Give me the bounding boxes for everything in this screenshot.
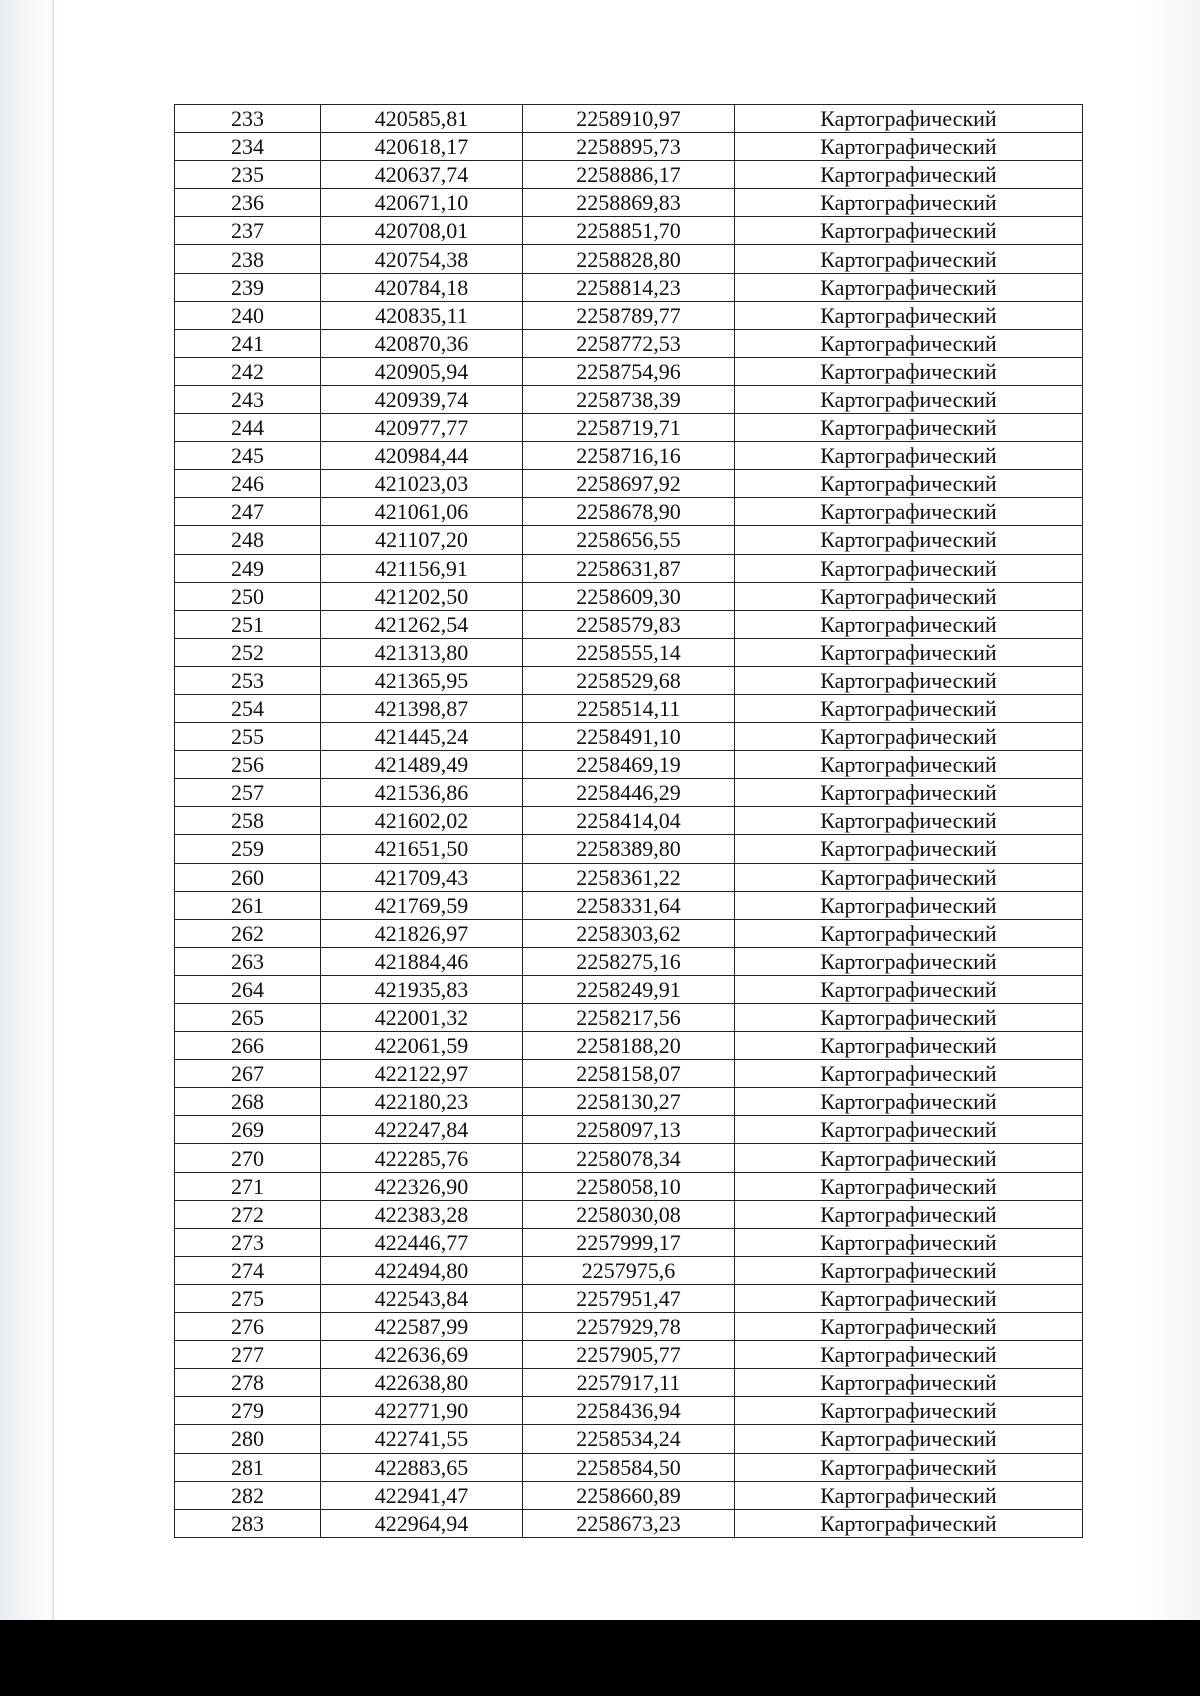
- y-coordinate-cell: 2258697,92: [523, 470, 735, 498]
- y-coordinate-cell: 2258660,89: [523, 1481, 735, 1509]
- method-cell: Картографический: [735, 1481, 1083, 1509]
- y-coordinate-cell: 2258584,50: [523, 1453, 735, 1481]
- x-coordinate-cell: 420905,94: [321, 357, 523, 385]
- table-row: [175, 610, 1083, 638]
- y-coordinate-cell: 2258754,96: [523, 357, 735, 385]
- y-coordinate-cell: 2258389,80: [523, 835, 735, 863]
- x-coordinate-cell: 421202,50: [321, 582, 523, 610]
- point-number-cell: 266: [175, 1032, 321, 1060]
- x-coordinate-cell: 422636,69: [321, 1341, 523, 1369]
- method-cell: Картографический: [735, 1116, 1083, 1144]
- y-coordinate-cell: 2258097,13: [523, 1116, 735, 1144]
- point-number-cell: 247: [175, 498, 321, 526]
- x-coordinate-cell: 421023,03: [321, 470, 523, 498]
- x-coordinate-cell: 422941,47: [321, 1481, 523, 1509]
- point-number-cell: 246: [175, 470, 321, 498]
- point-number-cell: 275: [175, 1284, 321, 1312]
- method-cell: Картографический: [735, 1172, 1083, 1200]
- table-row: [175, 1088, 1083, 1116]
- x-coordinate-cell: 421709,43: [321, 863, 523, 891]
- table-row: [175, 638, 1083, 666]
- method-cell: Картографический: [735, 470, 1083, 498]
- y-coordinate-cell: 2258303,62: [523, 919, 735, 947]
- point-number-cell: 260: [175, 863, 321, 891]
- coordinates-table-body: [175, 105, 1083, 1538]
- y-coordinate-cell: 2258772,53: [523, 329, 735, 357]
- y-coordinate-cell: 2258414,04: [523, 807, 735, 835]
- table-row: [175, 1004, 1083, 1032]
- x-coordinate-cell: 420977,77: [321, 414, 523, 442]
- point-number-cell: 258: [175, 807, 321, 835]
- point-number-cell: 264: [175, 975, 321, 1003]
- y-coordinate-cell: 2257999,17: [523, 1228, 735, 1256]
- y-coordinate-cell: 2258030,08: [523, 1200, 735, 1228]
- table-row: [175, 1369, 1083, 1397]
- table-row: [175, 1228, 1083, 1256]
- x-coordinate-cell: 420708,01: [321, 217, 523, 245]
- point-number-cell: 265: [175, 1004, 321, 1032]
- method-cell: Картографический: [735, 1509, 1083, 1537]
- method-cell: Картографический: [735, 133, 1083, 161]
- point-number-cell: 280: [175, 1425, 321, 1453]
- y-coordinate-cell: 2258249,91: [523, 975, 735, 1003]
- y-coordinate-cell: 2258130,27: [523, 1088, 735, 1116]
- y-coordinate-cell: 2258555,14: [523, 638, 735, 666]
- method-cell: Картографический: [735, 329, 1083, 357]
- table-row: [175, 133, 1083, 161]
- x-coordinate-cell: 422122,97: [321, 1060, 523, 1088]
- point-number-cell: 272: [175, 1200, 321, 1228]
- point-number-cell: 263: [175, 947, 321, 975]
- point-number-cell: 238: [175, 245, 321, 273]
- point-number-cell: 239: [175, 273, 321, 301]
- method-cell: Картографический: [735, 189, 1083, 217]
- method-cell: Картографический: [735, 385, 1083, 413]
- y-coordinate-cell: 2258609,30: [523, 582, 735, 610]
- x-coordinate-cell: 421651,50: [321, 835, 523, 863]
- x-coordinate-cell: 420784,18: [321, 273, 523, 301]
- y-coordinate-cell: 2258446,29: [523, 779, 735, 807]
- method-cell: Картографический: [735, 105, 1083, 133]
- table-row: [175, 470, 1083, 498]
- x-coordinate-cell: 421826,97: [321, 919, 523, 947]
- point-number-cell: 242: [175, 357, 321, 385]
- y-coordinate-cell: 2258469,19: [523, 751, 735, 779]
- table-row: [175, 582, 1083, 610]
- method-cell: Картографический: [735, 245, 1083, 273]
- y-coordinate-cell: 2257951,47: [523, 1284, 735, 1312]
- point-number-cell: 248: [175, 526, 321, 554]
- table-row: [175, 1284, 1083, 1312]
- point-number-cell: 251: [175, 610, 321, 638]
- table-row: [175, 105, 1083, 133]
- method-cell: Картографический: [735, 1256, 1083, 1284]
- method-cell: Картографический: [735, 1425, 1083, 1453]
- point-number-cell: 279: [175, 1397, 321, 1425]
- method-cell: Картографический: [735, 1060, 1083, 1088]
- table-row: [175, 919, 1083, 947]
- table-row: [175, 807, 1083, 835]
- x-coordinate-cell: 421536,86: [321, 779, 523, 807]
- method-cell: Картографический: [735, 161, 1083, 189]
- y-coordinate-cell: 2258331,64: [523, 891, 735, 919]
- point-number-cell: 278: [175, 1369, 321, 1397]
- y-coordinate-cell: 2257975,6: [523, 1256, 735, 1284]
- x-coordinate-cell: 422494,80: [321, 1256, 523, 1284]
- y-coordinate-cell: 2258678,90: [523, 498, 735, 526]
- y-coordinate-cell: 2258895,73: [523, 133, 735, 161]
- table-row: [175, 442, 1083, 470]
- point-number-cell: 233: [175, 105, 321, 133]
- point-number-cell: 252: [175, 638, 321, 666]
- table-row: [175, 1172, 1083, 1200]
- method-cell: Картографический: [735, 610, 1083, 638]
- x-coordinate-cell: 420671,10: [321, 189, 523, 217]
- table-row: [175, 1313, 1083, 1341]
- table-row: [175, 189, 1083, 217]
- y-coordinate-cell: 2258910,97: [523, 105, 735, 133]
- x-coordinate-cell: 422061,59: [321, 1032, 523, 1060]
- y-coordinate-cell: 2258789,77: [523, 301, 735, 329]
- y-coordinate-cell: 2258436,94: [523, 1397, 735, 1425]
- method-cell: Картографический: [735, 891, 1083, 919]
- method-cell: Картографический: [735, 273, 1083, 301]
- point-number-cell: 235: [175, 161, 321, 189]
- point-number-cell: 267: [175, 1060, 321, 1088]
- table-row: [175, 273, 1083, 301]
- x-coordinate-cell: 421313,80: [321, 638, 523, 666]
- point-number-cell: 262: [175, 919, 321, 947]
- method-cell: Картографический: [735, 919, 1083, 947]
- point-number-cell: 271: [175, 1172, 321, 1200]
- table-row: [175, 554, 1083, 582]
- table-row: [175, 1509, 1083, 1537]
- x-coordinate-cell: 422180,23: [321, 1088, 523, 1116]
- table-row: [175, 835, 1083, 863]
- table-row: [175, 245, 1083, 273]
- method-cell: Картографический: [735, 1341, 1083, 1369]
- method-cell: Картографический: [735, 414, 1083, 442]
- x-coordinate-cell: 420939,74: [321, 385, 523, 413]
- point-number-cell: 274: [175, 1256, 321, 1284]
- x-coordinate-cell: 421365,95: [321, 666, 523, 694]
- table-row: [175, 301, 1083, 329]
- table-row: [175, 526, 1083, 554]
- table-row: [175, 779, 1083, 807]
- x-coordinate-cell: 422587,99: [321, 1313, 523, 1341]
- method-cell: Картографический: [735, 1144, 1083, 1172]
- y-coordinate-cell: 2258491,10: [523, 723, 735, 751]
- scan-bottom-border: [0, 1620, 1200, 1696]
- y-coordinate-cell: 2258514,11: [523, 694, 735, 722]
- method-cell: Картографический: [735, 1397, 1083, 1425]
- point-number-cell: 245: [175, 442, 321, 470]
- table-row: [175, 863, 1083, 891]
- method-cell: Картографический: [735, 723, 1083, 751]
- x-coordinate-cell: 420835,11: [321, 301, 523, 329]
- x-coordinate-cell: 422771,90: [321, 1397, 523, 1425]
- y-coordinate-cell: 2258579,83: [523, 610, 735, 638]
- method-cell: Картографический: [735, 357, 1083, 385]
- table-row: [175, 217, 1083, 245]
- point-number-cell: 241: [175, 329, 321, 357]
- method-cell: Картографический: [735, 666, 1083, 694]
- method-cell: Картографический: [735, 526, 1083, 554]
- table-row: [175, 975, 1083, 1003]
- table-row: [175, 1032, 1083, 1060]
- point-number-cell: 256: [175, 751, 321, 779]
- x-coordinate-cell: 420585,81: [321, 105, 523, 133]
- point-number-cell: 240: [175, 301, 321, 329]
- x-coordinate-cell: 421398,87: [321, 694, 523, 722]
- x-coordinate-cell: 420984,44: [321, 442, 523, 470]
- table-row: [175, 161, 1083, 189]
- point-number-cell: 243: [175, 385, 321, 413]
- point-number-cell: 255: [175, 723, 321, 751]
- x-coordinate-cell: 422285,76: [321, 1144, 523, 1172]
- point-number-cell: 236: [175, 189, 321, 217]
- y-coordinate-cell: 2258869,83: [523, 189, 735, 217]
- method-cell: Картографический: [735, 301, 1083, 329]
- table-row: [175, 1425, 1083, 1453]
- table-row: [175, 1453, 1083, 1481]
- x-coordinate-cell: 421262,54: [321, 610, 523, 638]
- x-coordinate-cell: 421884,46: [321, 947, 523, 975]
- coordinates-table: [174, 104, 1083, 1538]
- table-row: [175, 723, 1083, 751]
- y-coordinate-cell: 2258534,24: [523, 1425, 735, 1453]
- y-coordinate-cell: 2258716,16: [523, 442, 735, 470]
- method-cell: Картографический: [735, 779, 1083, 807]
- y-coordinate-cell: 2258673,23: [523, 1509, 735, 1537]
- table-row: [175, 1341, 1083, 1369]
- y-coordinate-cell: 2258158,07: [523, 1060, 735, 1088]
- x-coordinate-cell: 421107,20: [321, 526, 523, 554]
- point-number-cell: 273: [175, 1228, 321, 1256]
- x-coordinate-cell: 420637,74: [321, 161, 523, 189]
- y-coordinate-cell: 2258058,10: [523, 1172, 735, 1200]
- x-coordinate-cell: 422543,84: [321, 1284, 523, 1312]
- method-cell: Картографический: [735, 1200, 1083, 1228]
- x-coordinate-cell: 422001,32: [321, 1004, 523, 1032]
- method-cell: Картографический: [735, 835, 1083, 863]
- x-coordinate-cell: 421935,83: [321, 975, 523, 1003]
- table-row: [175, 1116, 1083, 1144]
- x-coordinate-cell: 422247,84: [321, 1116, 523, 1144]
- point-number-cell: 244: [175, 414, 321, 442]
- y-coordinate-cell: 2258275,16: [523, 947, 735, 975]
- method-cell: Картографический: [735, 1369, 1083, 1397]
- table-row: [175, 694, 1083, 722]
- point-number-cell: 253: [175, 666, 321, 694]
- x-coordinate-cell: 421156,91: [321, 554, 523, 582]
- point-number-cell: 234: [175, 133, 321, 161]
- y-coordinate-cell: 2257917,11: [523, 1369, 735, 1397]
- x-coordinate-cell: 421489,49: [321, 751, 523, 779]
- x-coordinate-cell: 420870,36: [321, 329, 523, 357]
- point-number-cell: 257: [175, 779, 321, 807]
- point-number-cell: 249: [175, 554, 321, 582]
- x-coordinate-cell: 421769,59: [321, 891, 523, 919]
- method-cell: Картографический: [735, 1313, 1083, 1341]
- table-row: [175, 1256, 1083, 1284]
- x-coordinate-cell: 422883,65: [321, 1453, 523, 1481]
- point-number-cell: 237: [175, 217, 321, 245]
- y-coordinate-cell: 2258361,22: [523, 863, 735, 891]
- method-cell: Картографический: [735, 751, 1083, 779]
- point-number-cell: 277: [175, 1341, 321, 1369]
- table-row: [175, 947, 1083, 975]
- point-number-cell: 250: [175, 582, 321, 610]
- table-row: [175, 1200, 1083, 1228]
- method-cell: Картографический: [735, 1032, 1083, 1060]
- method-cell: Картографический: [735, 694, 1083, 722]
- x-coordinate-cell: 421061,06: [321, 498, 523, 526]
- point-number-cell: 268: [175, 1088, 321, 1116]
- table-row: [175, 329, 1083, 357]
- y-coordinate-cell: 2258078,34: [523, 1144, 735, 1172]
- table-row: [175, 498, 1083, 526]
- method-cell: Картографический: [735, 1228, 1083, 1256]
- x-coordinate-cell: 422638,80: [321, 1369, 523, 1397]
- point-number-cell: 261: [175, 891, 321, 919]
- method-cell: Картографический: [735, 863, 1083, 891]
- point-number-cell: 270: [175, 1144, 321, 1172]
- method-cell: Картографический: [735, 1284, 1083, 1312]
- table-row: [175, 751, 1083, 779]
- table-row: [175, 1397, 1083, 1425]
- x-coordinate-cell: 422326,90: [321, 1172, 523, 1200]
- table-row: [175, 357, 1083, 385]
- method-cell: Картографический: [735, 554, 1083, 582]
- point-number-cell: 282: [175, 1481, 321, 1509]
- table-row: [175, 1060, 1083, 1088]
- table-row: [175, 414, 1083, 442]
- method-cell: Картографический: [735, 1088, 1083, 1116]
- x-coordinate-cell: 421602,02: [321, 807, 523, 835]
- y-coordinate-cell: 2257929,78: [523, 1313, 735, 1341]
- method-cell: Картографический: [735, 1004, 1083, 1032]
- method-cell: Картографический: [735, 442, 1083, 470]
- y-coordinate-cell: 2258217,56: [523, 1004, 735, 1032]
- table-row: [175, 666, 1083, 694]
- x-coordinate-cell: 422446,77: [321, 1228, 523, 1256]
- x-coordinate-cell: 422383,28: [321, 1200, 523, 1228]
- method-cell: Картографический: [735, 638, 1083, 666]
- table-row: [175, 1481, 1083, 1509]
- table-row: [175, 891, 1083, 919]
- x-coordinate-cell: 420754,38: [321, 245, 523, 273]
- y-coordinate-cell: 2258851,70: [523, 217, 735, 245]
- x-coordinate-cell: 421445,24: [321, 723, 523, 751]
- x-coordinate-cell: 422964,94: [321, 1509, 523, 1537]
- method-cell: Картографический: [735, 975, 1083, 1003]
- point-number-cell: 283: [175, 1509, 321, 1537]
- y-coordinate-cell: 2258631,87: [523, 554, 735, 582]
- y-coordinate-cell: 2258828,80: [523, 245, 735, 273]
- x-coordinate-cell: 420618,17: [321, 133, 523, 161]
- table-row: [175, 385, 1083, 413]
- method-cell: Картографический: [735, 582, 1083, 610]
- method-cell: Картографический: [735, 947, 1083, 975]
- y-coordinate-cell: 2258886,17: [523, 161, 735, 189]
- method-cell: Картографический: [735, 498, 1083, 526]
- y-coordinate-cell: 2258188,20: [523, 1032, 735, 1060]
- y-coordinate-cell: 2258656,55: [523, 526, 735, 554]
- y-coordinate-cell: 2258719,71: [523, 414, 735, 442]
- x-coordinate-cell: 422741,55: [321, 1425, 523, 1453]
- point-number-cell: 254: [175, 694, 321, 722]
- method-cell: Картографический: [735, 217, 1083, 245]
- point-number-cell: 259: [175, 835, 321, 863]
- y-coordinate-cell: 2258814,23: [523, 273, 735, 301]
- table-row: [175, 1144, 1083, 1172]
- method-cell: Картографический: [735, 807, 1083, 835]
- point-number-cell: 269: [175, 1116, 321, 1144]
- y-coordinate-cell: 2258738,39: [523, 385, 735, 413]
- y-coordinate-cell: 2257905,77: [523, 1341, 735, 1369]
- point-number-cell: 276: [175, 1313, 321, 1341]
- method-cell: Картографический: [735, 1453, 1083, 1481]
- point-number-cell: 281: [175, 1453, 321, 1481]
- y-coordinate-cell: 2258529,68: [523, 666, 735, 694]
